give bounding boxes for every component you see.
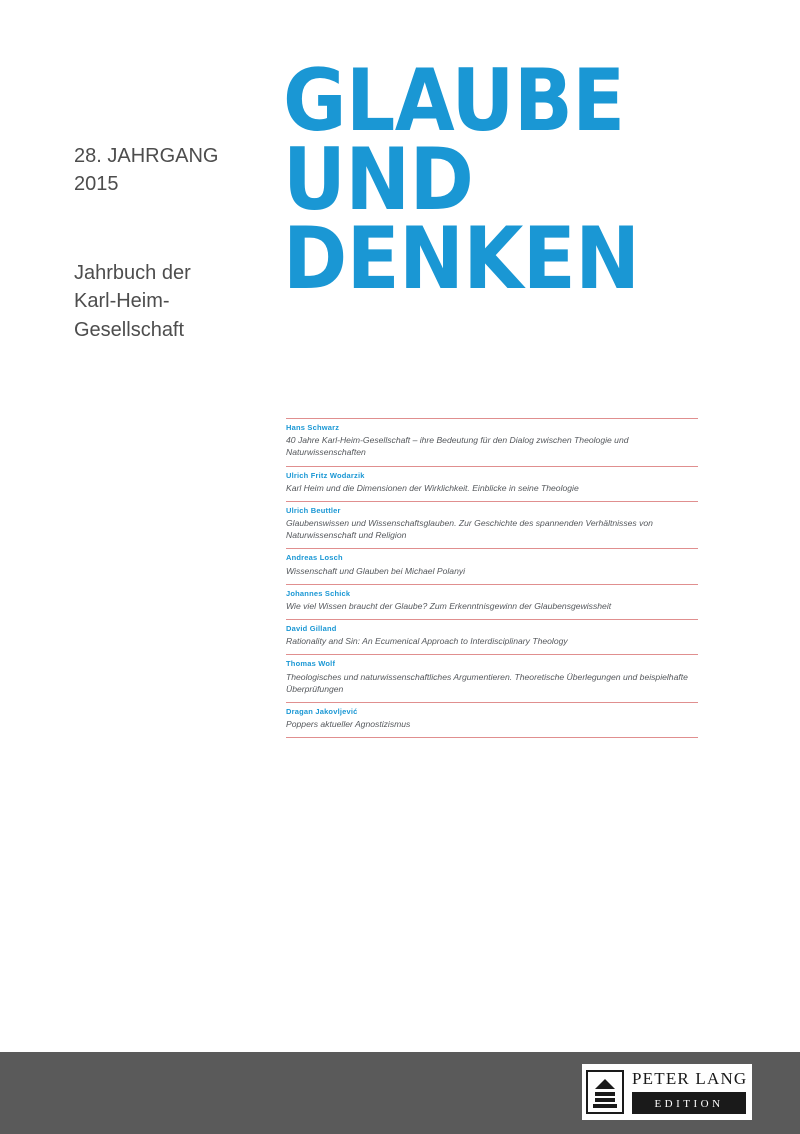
entry-author: Johannes Schick: [286, 588, 351, 598]
list-item: [286, 466, 698, 501]
entry-title: Rationality and Sin: An Ecumenical Approach to Interdisciplinary Theology: [286, 636, 568, 647]
series-line-3: Gesellschaft: [74, 318, 185, 341]
series-line-2: Karl-Heim-: [74, 290, 170, 313]
publisher-logo: [582, 1064, 752, 1120]
cover-left-column: [74, 142, 264, 344]
entry-title: Wie viel Wissen braucht der Glaube? Zum Erkenntnisgewinn der Glaubensgewissheit: [286, 600, 612, 611]
list-item: [286, 702, 698, 738]
entry-author: Ulrich Fritz Wodarzik: [286, 470, 365, 480]
entry-title: Poppers aktueller Agnostizismus: [286, 719, 411, 730]
list-item: [286, 619, 698, 654]
volume-label: 28. JAHRGANG: [74, 145, 219, 167]
publisher-imprint: EDITION: [654, 1097, 724, 1110]
entry-title: Wissenschaft und Glauben bei Michael Polanyi: [286, 565, 466, 576]
list-item: [286, 584, 698, 619]
publisher-text: [628, 1064, 752, 1120]
entry-author: Andreas Losch: [286, 553, 343, 563]
volume-block: [74, 142, 264, 199]
table-of-contents: [286, 418, 698, 738]
entry-author: Ulrich Beuttler: [286, 505, 341, 515]
series-line-1: Jahrbuch der: [74, 261, 191, 284]
list-item: [286, 418, 698, 466]
entry-title: Theologisches und naturwissenschaftliches Argumentieren. Theoretische Überlegungen und beispielhafte Überprüfungen: [286, 671, 688, 694]
list-item: [286, 501, 698, 549]
year-label: 2015: [74, 173, 119, 196]
entry-author: Hans Schwarz: [286, 423, 340, 432]
entry-title: Karl Heim und die Dimensionen der Wirklichkeit. Einblicke in seine Theologie: [286, 482, 579, 493]
series-block: [74, 259, 264, 344]
entry-author: David Gilland: [286, 624, 337, 634]
peter-lang-emblem-icon: [582, 1064, 628, 1120]
journal-masthead: [283, 51, 753, 310]
entry-title: 40 Jahre Karl-Heim-Gesellschaft – ihre Bedeutung für den Dialog zwischen Theologie und Naturwissenschaften: [286, 435, 629, 458]
journal-title-line-2: UND: [283, 130, 474, 231]
list-item: [286, 548, 698, 583]
list-item: [286, 654, 698, 702]
entry-author: Dragan Jakovljević: [286, 706, 358, 716]
publisher-imprint-band: [632, 1092, 746, 1114]
journal-title-line-3: DENKEN: [283, 209, 640, 310]
entry-title: Glaubenswissen und Wissenschaftsglauben. Zur Geschichte des spannenden Verhältnisses von Naturwissenschaft und Religion: [286, 517, 653, 541]
journal-title-line-1: GLAUBE: [283, 51, 625, 151]
entry-author: Thomas Wolf: [286, 659, 336, 669]
publisher-name: PETER LANG: [632, 1069, 748, 1089]
